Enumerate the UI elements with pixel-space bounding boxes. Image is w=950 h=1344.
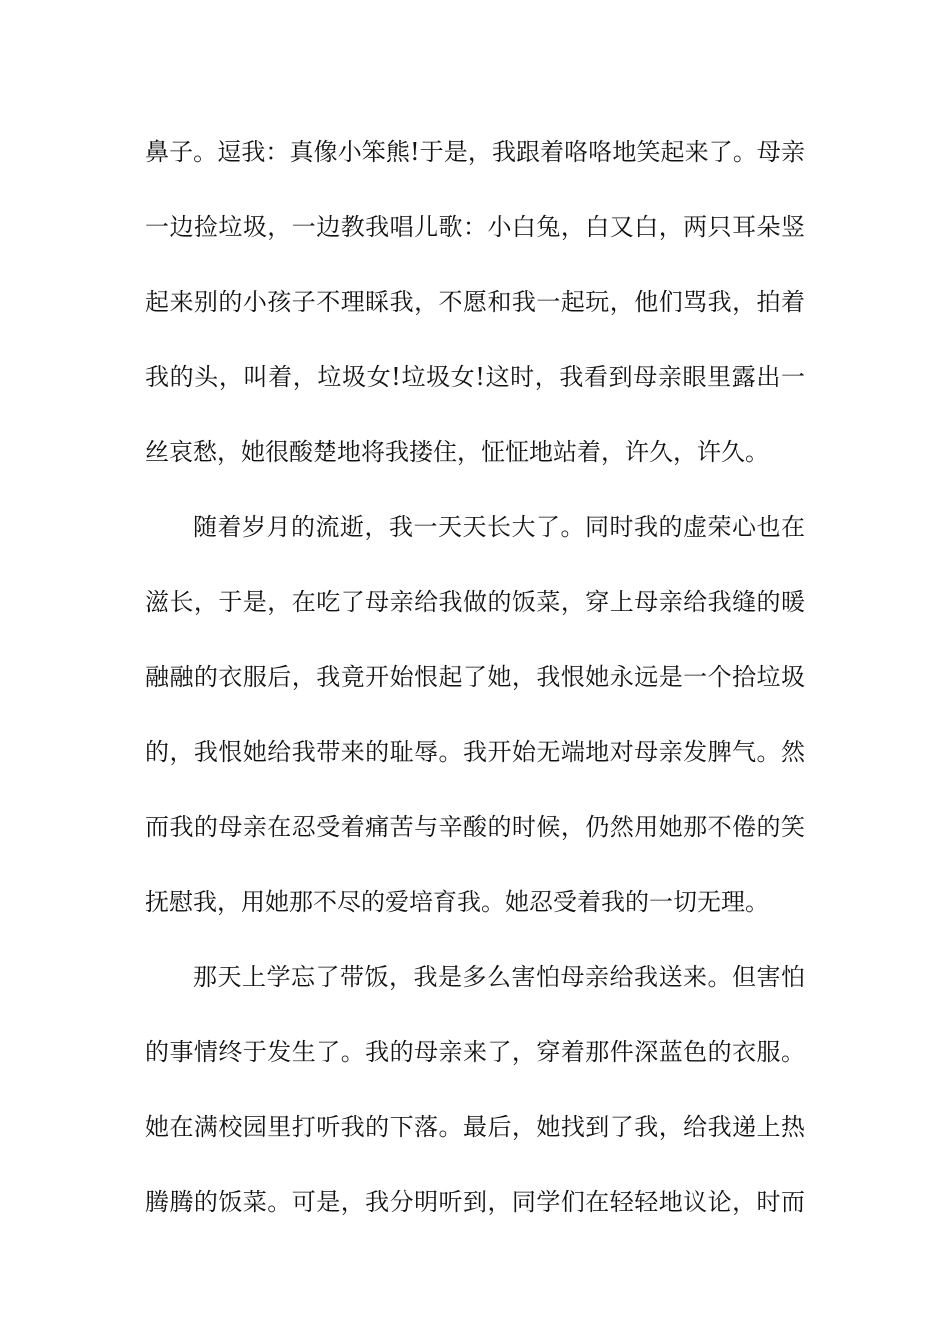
text-line: 那天上学忘了带饭，我是多么害怕母亲给我送来。但害怕 bbox=[193, 963, 805, 991]
text-line: 我的头，叫着，垃圾女!垃圾女!这时，我看到母亲眼里露出一 bbox=[145, 363, 805, 391]
text-line: 的，我恨她给我带来的耻辱。我开始无端地对母亲发脾气。然 bbox=[145, 738, 805, 766]
text-line: 腾腾的饭菜。可是，我分明听到，同学们在轻轻地议论，时而 bbox=[145, 1188, 805, 1216]
text-line: 随着岁月的流逝，我一天天长大了。同时我的虚荣心也在 bbox=[193, 513, 805, 541]
body-text bbox=[145, 132, 805, 1257]
text-line: 融融的衣服后，我竟开始恨起了她，我恨她永远是一个拾垃圾 bbox=[145, 663, 805, 691]
text-line: 滋长，于是，在吃了母亲给我做的饭菜，穿上母亲给我缝的暖 bbox=[145, 588, 805, 616]
text-line: 她在满校园里打听我的下落。最后，她找到了我，给我递上热 bbox=[145, 1113, 805, 1141]
text-line: 的事情终于发生了。我的母亲来了，穿着那件深蓝色的衣服。 bbox=[145, 1038, 805, 1066]
text-line: 抚慰我，用她那不尽的爱培育我。她忍受着我的一切无理。 bbox=[145, 888, 769, 916]
text-line: 丝哀愁，她很酸楚地将我搂住，怔怔地站着，许久，许久。 bbox=[145, 438, 769, 466]
text-line: 而我的母亲在忍受着痛苦与辛酸的时候，仍然用她那不倦的笑 bbox=[145, 813, 805, 841]
text-line: 一边捡垃圾，一边教我唱儿歌：小白兔，白又白，两只耳朵竖 bbox=[145, 213, 805, 241]
text-line: 鼻子。逗我：真像小笨熊!于是，我跟着咯咯地笑起来了。母亲 bbox=[145, 138, 805, 166]
text-line: 起来别的小孩子不理睬我，不愿和我一起玩，他们骂我，拍着 bbox=[145, 288, 805, 316]
